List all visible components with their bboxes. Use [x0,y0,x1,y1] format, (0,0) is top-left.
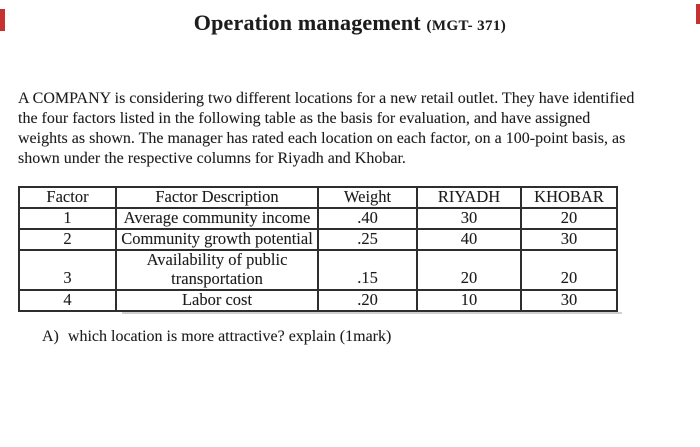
header-khobar: KHOBAR [521,187,617,208]
cell-factor: 4 [19,290,116,311]
cell-description: Availability of public transportation [116,250,318,290]
header-riyadh: RIYADH [417,187,521,208]
cell-weight: .15 [318,250,417,290]
cell-khobar: 30 [521,229,617,250]
intro-paragraph [18,89,634,169]
cell-riyadh: 40 [417,229,521,250]
cell-factor: 2 [19,229,116,250]
table-row [19,290,617,311]
cell-khobar: 20 [521,208,617,229]
cell-description: Labor cost [116,290,318,311]
cell-riyadh: 10 [417,290,521,311]
cell-factor: 1 [19,208,116,229]
header-description: Factor Description [116,187,318,208]
page-title [0,10,700,36]
table-header-row [19,187,617,208]
table-row [19,250,617,290]
cell-factor: 3 [19,250,116,290]
course-code: (MGT- 371) [426,18,507,34]
question-label: A) [42,328,59,345]
cell-khobar: 30 [521,290,617,311]
intro-line: weights as shown. The manager has rated each location on each factor, on a 100-point basis, as [18,130,626,147]
question-text: which location is more attractive? explain (1mark) [67,328,392,345]
intro-line: the four factors listed in the following table as the basis for evaluation, and have assigned [18,110,591,127]
cell-weight: .25 [318,229,417,250]
cell-riyadh: 30 [417,208,521,229]
table-bottom-shadow [122,312,622,314]
cell-khobar: 20 [521,250,617,290]
table-row [19,208,617,229]
cell-description: Community growth potential [116,229,318,250]
header-factor: Factor [19,187,116,208]
cell-riyadh: 20 [417,250,521,290]
cell-description: Average community income [116,208,318,229]
table-row [19,229,617,250]
header-weight: Weight [318,187,417,208]
factor-rating-table [18,186,618,312]
intro-line: shown under the respective columns for Riyadh and Khobar. [18,150,406,167]
page-title-main: Operation management [193,10,421,35]
question-a [42,328,391,346]
intro-line: A COMPANY is considering two different locations for a new retail outlet. They have identified [18,90,635,107]
cell-weight: .40 [318,208,417,229]
cell-weight: .20 [318,290,417,311]
